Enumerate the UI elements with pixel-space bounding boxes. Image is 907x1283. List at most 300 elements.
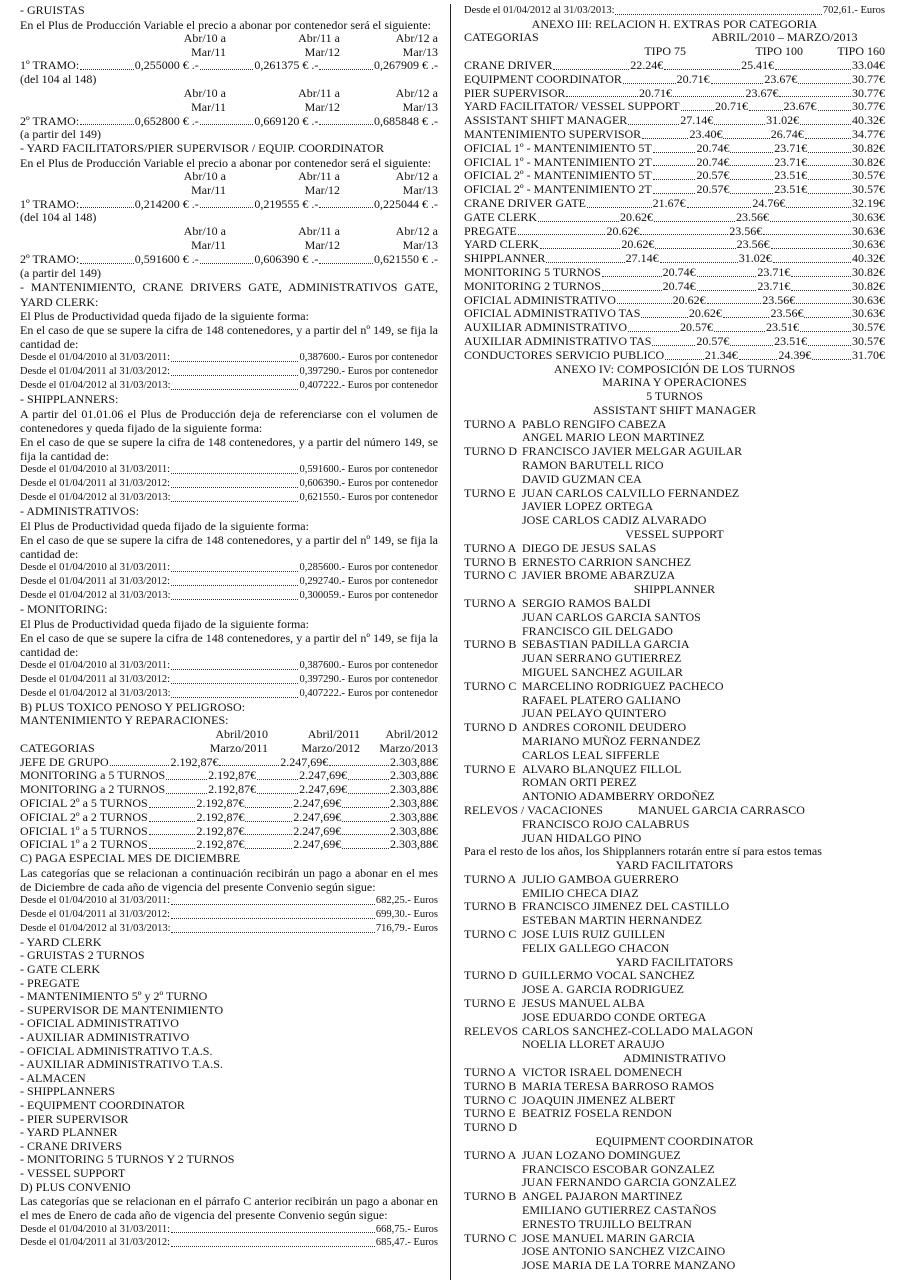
anexo3-title: ANEXO III: RELACION H. EXTRAS POR CATEGORIA — [531, 16, 818, 31]
person-name: EMILIO CHECA DIAZ — [522, 886, 639, 900]
table-row — [464, 128, 885, 142]
turno-row — [464, 542, 885, 556]
turno-label: TURNO A — [464, 541, 517, 555]
person-name: ERNESTO CARRION SANCHEZ — [522, 555, 692, 569]
rate-value: 0,387600.- Euros por contenedor — [299, 660, 438, 672]
rate-period: Desde el 01/04/2010 al 31/03/2011: — [20, 660, 171, 672]
person-name: MARIA TERESA BARROSO RAMOS — [522, 1079, 715, 1093]
value-cell: 2.303,88€ — [389, 755, 438, 769]
tramo-value: 0,261375 € .- — [254, 59, 319, 73]
value-cell: 23.51€ — [774, 169, 808, 183]
value-cell: 23.56€ — [770, 307, 804, 321]
turno-label — [464, 790, 522, 804]
group-heading: ASSISTANT SHIFT MANAGER — [592, 403, 757, 417]
rate-value: 0,292740.- Euros por contenedor — [299, 576, 438, 588]
person-name: JOSE MANUEL MARIN GARCIA — [522, 1231, 696, 1245]
category-cell: OFICIAL 2º a 5 TURNOS — [20, 797, 148, 811]
table-row — [20, 825, 438, 839]
yard-tramo2 — [20, 253, 438, 267]
turno-label — [464, 1163, 522, 1177]
value-cell: 30.57€ — [852, 183, 885, 197]
yard-title: - YARD FACILITATORS/PIER SUPERVISOR / EQUIP. COORDINATOR — [20, 141, 385, 156]
monit-title: - MONITORING: — [20, 601, 108, 616]
value-cell: 20.62€ — [606, 224, 640, 238]
period-label: Abr/12 a — [395, 169, 438, 183]
turno-label — [464, 818, 522, 832]
rate-period: Desde el 01/04/2012 al 31/03/2013: — [20, 687, 171, 699]
gruistas-hdr1 — [20, 32, 438, 46]
period-label: Mar/12 — [304, 100, 340, 114]
table-row — [464, 59, 885, 73]
rate-value: 0,397290.- Euros por contenedor — [299, 366, 438, 378]
turno-row — [464, 500, 885, 514]
gruistas-title: - GRUISTAS — [20, 3, 85, 17]
toxico-title: B) PLUS TOXICO PENOSO Y PELIGROSO: — [20, 699, 246, 714]
person-name: ALVARO BLANQUEZ FILLOL — [522, 762, 682, 776]
rate-row — [20, 379, 438, 393]
turno-row — [464, 473, 885, 487]
turno-row — [464, 1190, 885, 1204]
turno-label: TURNO E — [464, 1107, 516, 1121]
person-name: JUAN PELAYO QUINTERO — [522, 707, 667, 721]
list-item: - PIER SUPERVISOR — [20, 1111, 129, 1126]
anexo4-subtitle: MARINA Y OPERACIONES — [602, 376, 747, 390]
toxico-subtitle: MANTENIMIENTO Y REPARACIONES: — [20, 713, 229, 728]
list-item: - SHIPPLANNERS — [20, 1084, 116, 1099]
ship-p2: En el caso de que se supere la cifra de 148 contenedores, y a partir del número 149, se fija la cantidad de: — [20, 435, 438, 464]
turno-label — [464, 942, 522, 956]
turno-row — [464, 611, 885, 625]
value-cell: 30.63€ — [852, 224, 885, 238]
turno-label — [464, 611, 522, 625]
turno-row — [464, 804, 885, 818]
value-cell: 20.57€ — [680, 321, 713, 335]
turno-row — [464, 721, 885, 735]
table-row — [464, 87, 885, 101]
rate-row — [20, 1236, 438, 1250]
person-name: JOSE LUIS RUIZ GUILLEN — [522, 928, 665, 942]
gruistas-tramo2 — [20, 115, 438, 129]
turno-row — [464, 790, 885, 804]
value-cell: 2.247,69€ — [293, 810, 342, 824]
gruistas-hdr4 — [20, 101, 438, 115]
column-separator — [450, 4, 451, 1280]
rate-row — [20, 575, 438, 589]
gruistas-tramo1 — [20, 59, 438, 73]
category-cell: CRANE DRIVER — [464, 59, 553, 73]
value-cell: 23.71€ — [757, 279, 791, 293]
value-cell: 31.70€ — [852, 348, 885, 362]
turno-label — [464, 735, 522, 749]
person-name: JOSE A. GARCIA RODRIGUEZ — [522, 983, 685, 997]
rate-value: 716,79.- Euros — [375, 922, 438, 934]
table-row — [464, 73, 885, 87]
ship-title: - SHIPPLANNERS: — [20, 392, 119, 407]
value-cell: 30.82€ — [852, 141, 885, 155]
list-item: - MONITORING 5 TURNOS Y 2 TURNOS — [20, 1152, 235, 1167]
value-cell: 21.67€ — [652, 197, 686, 211]
turno-row — [464, 487, 885, 501]
rate-period: Desde el 01/04/2011 al 31/03/2012: — [20, 909, 171, 921]
list-item: - CRANE DRIVERS — [20, 1138, 123, 1153]
turno-row — [464, 832, 885, 846]
person-name: PABLO RENGIFO CABEZA — [522, 417, 667, 431]
turno-label — [464, 652, 522, 666]
table-row — [464, 307, 885, 321]
rate-period: Desde el 01/04/2010 al 31/03/2011: — [20, 895, 171, 907]
rate-value: 0,407222.- Euros por contenedor — [299, 687, 438, 699]
value-cell: 30.57€ — [852, 321, 885, 335]
person-name: JUAN LOZANO DOMINGUEZ — [522, 1148, 681, 1162]
group-heading: EQUIPMENT COORDINATOR — [595, 1135, 754, 1149]
table-row — [464, 211, 885, 225]
value-cell: 40.32€ — [852, 252, 885, 266]
turno-label — [464, 694, 522, 708]
table-row — [464, 280, 885, 294]
turno-label — [464, 625, 522, 639]
rate-value: 702,61.- Euros — [822, 4, 885, 16]
turno-label — [464, 776, 522, 790]
table-row — [20, 783, 438, 797]
category-cell: EQUIPMENT COORDINATOR — [464, 72, 622, 86]
rate-period: Desde el 01/04/2011 al 31/03/2012: — [20, 478, 171, 490]
period-label: Abril/2010 — [215, 728, 268, 742]
table-row — [20, 811, 438, 825]
anexo4-subtitle: 5 TURNOS — [646, 390, 703, 403]
turno-row — [464, 873, 885, 887]
person-name: FELIX GALLEGO CHACON — [522, 941, 670, 955]
person-name: FRANCISCO ROJO CALABRUS — [522, 817, 690, 831]
turno-label: RELEVOS / VACACIONES — [464, 803, 603, 817]
admin-title: - ADMINISTRATIVOS: — [20, 504, 140, 519]
toxico-hdr2 — [20, 742, 438, 756]
rate-period: Desde el 01/04/2010 al 31/03/2011: — [20, 1223, 171, 1235]
value-cell: 20.62€ — [621, 238, 655, 252]
category-cell: OFICIAL ADMINISTRATIVO TAS — [464, 307, 641, 321]
right-column — [464, 4, 885, 1273]
category-cell: MONITORING a 2 TURNOS — [20, 783, 166, 797]
value-cell: 20.62€ — [688, 307, 722, 321]
table-row — [464, 266, 885, 280]
value-cell: 30.63€ — [852, 210, 885, 224]
tramo-value: 0,606390 € .- — [254, 252, 319, 266]
list-item: - SUPERVISOR DE MANTENIMIENTO — [20, 1002, 224, 1017]
group-heading: ADMINISTRATIVO — [623, 1052, 726, 1066]
turno-row — [464, 969, 885, 983]
rate-period: Desde el 01/04/2010 al 31/03/2011: — [20, 562, 171, 574]
category-cell: AUXILIAR ADMINISTRATIVO — [464, 321, 627, 335]
value-cell: 23.56€ — [736, 210, 769, 224]
turno-row — [464, 1107, 885, 1121]
period-label: Marzo/2012 — [301, 741, 360, 755]
turno-label — [464, 983, 522, 997]
turno-label: TURNO C — [464, 1231, 517, 1245]
rate-period: Desde el 01/04/2011 al 31/03/2012: — [20, 576, 171, 588]
rate-row — [20, 659, 438, 673]
value-cell: 2.303,88€ — [389, 810, 438, 824]
value-cell: 2.247,69€ — [293, 838, 342, 852]
turno-label — [464, 1204, 522, 1218]
turno-label: TURNO C — [464, 1093, 517, 1107]
period-label: Abr/11 a — [298, 86, 340, 100]
tramo-value: 0,255000 € .- — [134, 59, 199, 73]
value-cell: 26.74€ — [770, 128, 804, 142]
rate-row — [20, 908, 438, 922]
period-label: Abr/10 a — [183, 225, 226, 239]
list-item: - OFICIAL ADMINISTRATIVO — [20, 1016, 179, 1031]
turno-row — [464, 1176, 885, 1190]
list-item: - AUXILIAR ADMINISTRATIVO T.A.S. — [20, 1057, 223, 1072]
period-label: Marzo/2011 — [209, 741, 268, 755]
gruistas-hdr2 — [20, 46, 438, 60]
category-cell: MONITORING 2 TURNOS — [464, 279, 601, 293]
rate-row — [20, 589, 438, 603]
category-cell: PREGATE — [464, 224, 517, 238]
list-item: - YARD PLANNER — [20, 1125, 118, 1140]
person-name: SEBASTIAN PADILLA GARCIA — [522, 638, 690, 652]
value-cell: 23.51€ — [774, 335, 808, 349]
tramo-note: (a partir del 149) — [20, 128, 101, 142]
table-row — [464, 142, 885, 156]
turno-label: TURNO A — [464, 1148, 517, 1162]
value-cell: 20.74€ — [696, 141, 730, 155]
category-cell: MONITORING 5 TURNOS — [464, 266, 601, 280]
turno-label — [464, 1176, 522, 1190]
value-cell: 25.41€ — [741, 59, 775, 73]
person-name: FRANCISCO GIL DELGADO — [522, 624, 673, 638]
value-cell: 23.71€ — [774, 155, 808, 169]
person-name: DAVID GUZMAN CEA — [522, 472, 642, 486]
turno-label: TURNO A — [464, 596, 517, 610]
value-cell: 31.02€ — [738, 252, 772, 266]
turno-label: TURNO E — [464, 486, 516, 500]
rate-row — [20, 365, 438, 379]
turno-row — [464, 459, 885, 473]
turno-label: TURNO C — [464, 679, 517, 693]
table-row — [20, 838, 438, 852]
turno-label — [464, 473, 522, 487]
turno-label — [464, 749, 522, 763]
turno-row — [464, 638, 885, 652]
toxico-hdr1 — [20, 728, 438, 742]
value-cell: 2.192,87€ — [208, 769, 257, 783]
turno-row — [464, 556, 885, 570]
person-name: JOSE CARLOS CADIZ ALVARADO — [522, 514, 707, 528]
turno-row — [464, 1011, 885, 1025]
person-name: SERGIO RAMOS BALDI — [522, 596, 651, 610]
tipo-label: TIPO 160 — [837, 45, 885, 59]
turno-row — [464, 1094, 885, 1108]
turno-label — [464, 459, 522, 473]
rate-period: Desde el 01/04/2011 al 31/03/2012: — [20, 674, 171, 686]
value-cell: 2.247,69€ — [299, 769, 348, 783]
tramo-value: 0,685848 € .- — [374, 114, 438, 128]
tramo-value: 0,669120 € .- — [254, 114, 319, 128]
rate-period: Desde el 01/04/2010 al 31/03/2011: — [20, 352, 171, 364]
turno-row — [464, 776, 885, 790]
turno-label: TURNO A — [464, 417, 517, 431]
mant-title: - MANTENIMIENTO, CRANE DRIVERS GATE, ADMINISTRATIVOS GATE, YARD CLERK: — [20, 280, 438, 309]
value-cell: 21.34€ — [704, 348, 738, 362]
turno-row — [464, 680, 885, 694]
rate-value: 0,621550.- Euros por contenedor — [299, 492, 438, 504]
yard-hdr2 — [20, 184, 438, 198]
value-cell: 2.192,87€ — [208, 783, 257, 797]
table-row — [20, 756, 438, 770]
person-name: JULIO GAMBOA GUERRERO — [522, 872, 679, 886]
rate-value: 0,397290.- Euros por contenedor — [299, 674, 438, 686]
rate-row — [20, 1223, 438, 1237]
value-cell: 23.67€ — [764, 72, 798, 86]
turno-label: TURNO C — [464, 928, 517, 942]
rate-period: Desde el 01/04/2012 al 31/03/2013: — [464, 4, 615, 16]
value-cell: 2.192,87€ — [196, 838, 245, 852]
rate-row — [20, 894, 438, 908]
tramo-label: 2º TRAMO: — [20, 252, 80, 266]
rate-row — [20, 687, 438, 701]
turno-row — [464, 914, 885, 928]
category-cell: CONDUCTORES SERVICIO PUBLICO — [464, 348, 665, 362]
turno-label — [464, 666, 522, 680]
value-cell: 2.303,88€ — [390, 783, 438, 797]
person-name: CARLOS LEAL SIFFERLE — [522, 748, 660, 762]
value-cell: 20.71€ — [715, 100, 749, 114]
value-cell: 34.77€ — [852, 128, 885, 142]
category-cell: MANTENIMIENTO SUPERVISOR — [464, 128, 642, 142]
turno-row — [464, 928, 885, 942]
value-cell: 30.57€ — [852, 335, 885, 349]
value-cell: 2.192,87€ — [196, 797, 245, 811]
person-name: DIEGO DE JESUS SALAS — [522, 541, 657, 555]
value-cell: 23.56€ — [736, 238, 770, 252]
value-cell: 27.14€ — [625, 252, 659, 266]
list-item: - GATE CLERK — [20, 962, 100, 977]
yard-hdr3 — [20, 225, 438, 239]
yard-hdr1 — [20, 170, 438, 184]
tipo-label: TIPO 75 — [644, 45, 686, 59]
value-cell: 20.62€ — [620, 210, 653, 224]
period-label: Mar/13 — [402, 100, 438, 114]
category-cell: JEFE DE GRUPO — [20, 755, 109, 769]
person-name: MARIANO MUÑOZ FERNANDEZ — [522, 734, 701, 748]
turno-row — [464, 1025, 885, 1039]
period-label: Abr/12 a — [395, 31, 438, 45]
rate-row — [20, 463, 438, 477]
gruistas-intro: En el Plus de Producción Variable el precio a abonar por contenedor será el siguiente: — [20, 17, 431, 32]
person-name: ANGEL PAJARON MARTINEZ — [522, 1190, 683, 1204]
person-name: ERNESTO TRUJILLO BELTRAN — [522, 1217, 692, 1231]
table-row — [464, 238, 885, 252]
table-row — [464, 225, 885, 239]
list-item: - YARD CLERK — [20, 934, 102, 949]
turno-label — [464, 514, 522, 528]
period-label: Mar/12 — [304, 238, 340, 252]
table-row — [464, 335, 885, 349]
value-cell: 20.74€ — [662, 279, 696, 293]
turno-row — [464, 749, 885, 763]
shipplanner-note: Para el resto de los años, los Shipplanners rotarán entre sí para estos temas — [464, 845, 822, 859]
group-heading: YARD FACILITATORS — [615, 859, 734, 873]
rate-value: 682,25.- Euros — [375, 895, 438, 907]
person-name: FRANCISCO JIMENEZ DEL CASTILLO — [522, 900, 730, 914]
convenio-p1: Las categorías que se relacionan en el párrafo C anterior recibirán un pago a abonar en el mes de Enero de cada año de vigencia del presente Convenio según sigue: — [20, 1194, 438, 1223]
rate-row — [20, 491, 438, 505]
rate-row — [464, 4, 885, 18]
period-label: Mar/12 — [304, 45, 340, 59]
left-column — [20, 4, 438, 1250]
person-name: CARLOS SANCHEZ-COLLADO MALAGON — [522, 1024, 754, 1038]
tramo-value: 0,652800 € .- — [134, 114, 199, 128]
value-cell: 2.303,88€ — [390, 769, 438, 783]
rate-row — [20, 673, 438, 687]
table-row — [464, 321, 885, 335]
turno-row — [464, 707, 885, 721]
category-cell: PIER SUPERVISOR — [464, 86, 566, 100]
value-cell: 20.74€ — [662, 266, 696, 280]
rate-period: Desde el 01/04/2012 al 31/03/2013: — [20, 380, 171, 392]
value-cell: 23.40€ — [689, 128, 723, 142]
table-row — [20, 797, 438, 811]
turno-label — [464, 1011, 522, 1025]
person-name: ANGEL MARIO LEON MARTINEZ — [522, 431, 705, 445]
monit-p1: El Plus de Productividad queda fijado de la siguiente forma: — [20, 616, 309, 631]
value-cell: 23.67€ — [745, 86, 779, 100]
gruistas-hdr3 — [20, 87, 438, 101]
tipo-label: TIPO 100 — [755, 45, 803, 59]
rate-value: 0,591600.- Euros por contenedor — [299, 464, 438, 476]
category-cell: OFICIAL 2º - MANTENIMIENTO 2T — [464, 183, 652, 197]
tramo-label: 1º TRAMO: — [20, 197, 80, 211]
value-cell: 22.24€ — [630, 59, 664, 73]
list-item: - EQUIPMENT COORDINATOR — [20, 1098, 185, 1113]
value-cell: 40.32€ — [852, 114, 885, 128]
person-name: VICTOR ISRAEL DOMENECH — [522, 1066, 683, 1080]
category-cell: ASSISTANT SHIFT MANAGER — [464, 114, 628, 128]
period-label: Marzo/2013 — [379, 741, 438, 755]
value-cell: 31.02€ — [766, 114, 800, 128]
table-row — [464, 183, 885, 197]
turno-row — [464, 431, 885, 445]
rate-row — [20, 477, 438, 491]
monit-p2: En el caso de que se supere la cifra de 148 contenedores, y a partir del nº 149, se fija la cantidad de: — [20, 630, 438, 659]
person-name: JESUS MANUEL ALBA — [522, 997, 645, 1011]
period-label: Mar/13 — [402, 45, 438, 59]
mant-p2: En el caso de que se supere la cifra de 148 contenedores, y a partir del nº 149, se fija la cantidad de: — [20, 322, 438, 352]
turno-row — [464, 1245, 885, 1259]
turno-label — [464, 431, 522, 445]
category-cell: YARD CLERK — [464, 238, 540, 252]
turno-row — [464, 666, 885, 680]
turno-label — [464, 500, 522, 514]
tramo-value: 0,219555 € .- — [254, 197, 319, 211]
person-name: JOAQUIN JIMENEZ ALBERT — [522, 1093, 676, 1107]
turno-label — [464, 1245, 522, 1259]
value-cell: 2.303,88€ — [389, 824, 438, 838]
person-name: ESTEBAN MARTIN HERNANDEZ — [522, 914, 702, 928]
period-label: Mar/11 — [191, 183, 226, 197]
value-cell: 23.71€ — [757, 266, 791, 280]
table-row — [464, 169, 885, 183]
category-cell: CRANE DRIVER GATE — [464, 197, 586, 211]
tramo-note: (a partir del 149) — [20, 266, 101, 280]
yard-hdr4 — [20, 239, 438, 253]
paga-title: C) PAGA ESPECIAL MES DE DICIEMBRE — [20, 851, 241, 866]
turno-label: TURNO D — [464, 721, 517, 735]
person-name: MANUEL GARCIA CARRASCO — [638, 803, 805, 817]
person-name: JUAN CARLOS GARCIA SANTOS — [522, 610, 701, 624]
turno-row — [464, 1259, 885, 1273]
value-cell: 30.77€ — [851, 100, 885, 114]
